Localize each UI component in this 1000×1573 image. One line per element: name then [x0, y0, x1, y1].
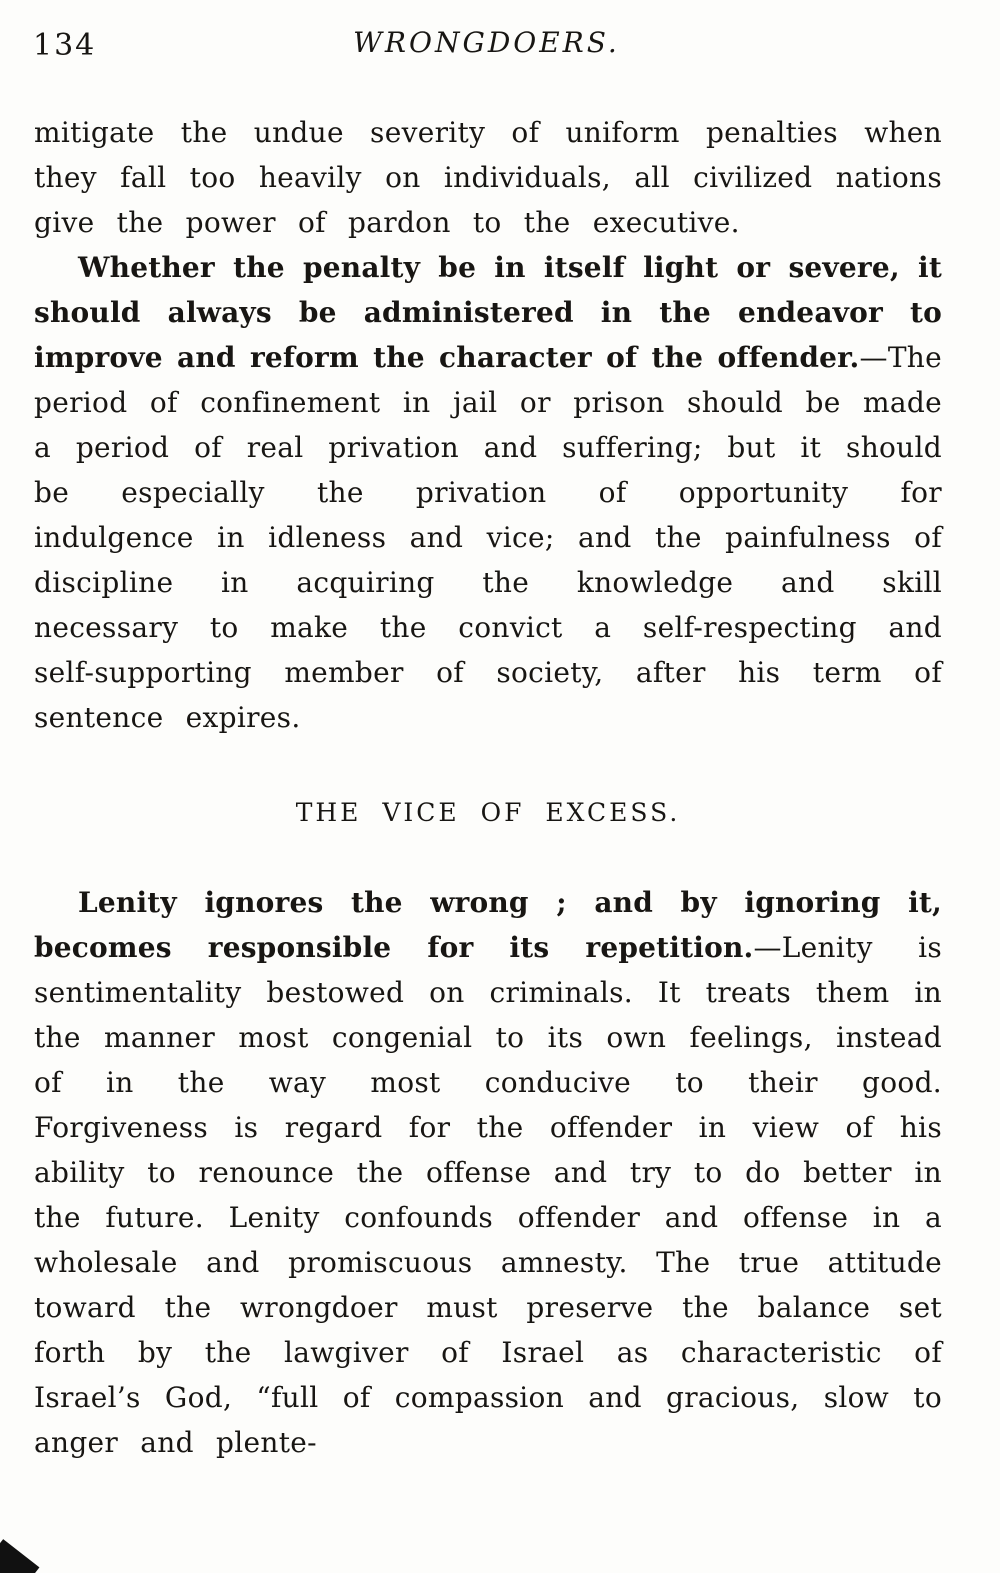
- paragraph-2-body: —The period of confinement in jail or prison should be made a period of real privation and suffering; but it should be especially the privation of opportunity for indulgence in idleness and vice; and the painfulness of discipline in acquiring the knowledge and skill necessary to make the convict a self-respecting and self-supporting member of society, after his term of sentence expires.: [34, 341, 942, 734]
- page-number: 134: [33, 28, 97, 63]
- paragraph-2: [34, 245, 942, 740]
- paragraph-3-body: —Lenity is sentimentality bestowed on criminals. It treats them in the manner most congenial to its own feelings, instead of in the way most conducive to their good. Forgiveness is regard for the offender in view of his ability to renounce the offense and try to do better in the future. Lenity confounds offender and offense in a wholesale and promiscuous amnesty. The true attitude toward the wrongdoer must preserve the balance set forth by the lawgiver of Israel as characteristic of Israel’s God, “full of compassion and gracious, slow to anger and plente-: [34, 931, 942, 1459]
- paragraph-1: [34, 110, 942, 245]
- section-heading: THE VICE OF EXCESS.: [295, 798, 681, 827]
- running-head: WRONGDOERS.: [353, 26, 620, 59]
- paragraph-3: [34, 880, 942, 1465]
- paragraph-2-lead: Whether the penalty be in itself light or severe, it should always be administered in the endeavor to improve and reform the character of the offender.: [34, 251, 942, 374]
- scan-corner-artifact: [0, 1539, 39, 1573]
- page-header: [33, 24, 940, 70]
- paragraph-1-text: mitigate the undue severity of uniform penalties when they fall too heavily on individuals, all civilized nations give the power of pardon to the executive.: [34, 116, 942, 239]
- page-body: [34, 110, 942, 1465]
- paragraph-3-lead: Lenity ignores the wrong ; and by ignoring it, becomes responsible for its repetition.: [34, 886, 942, 964]
